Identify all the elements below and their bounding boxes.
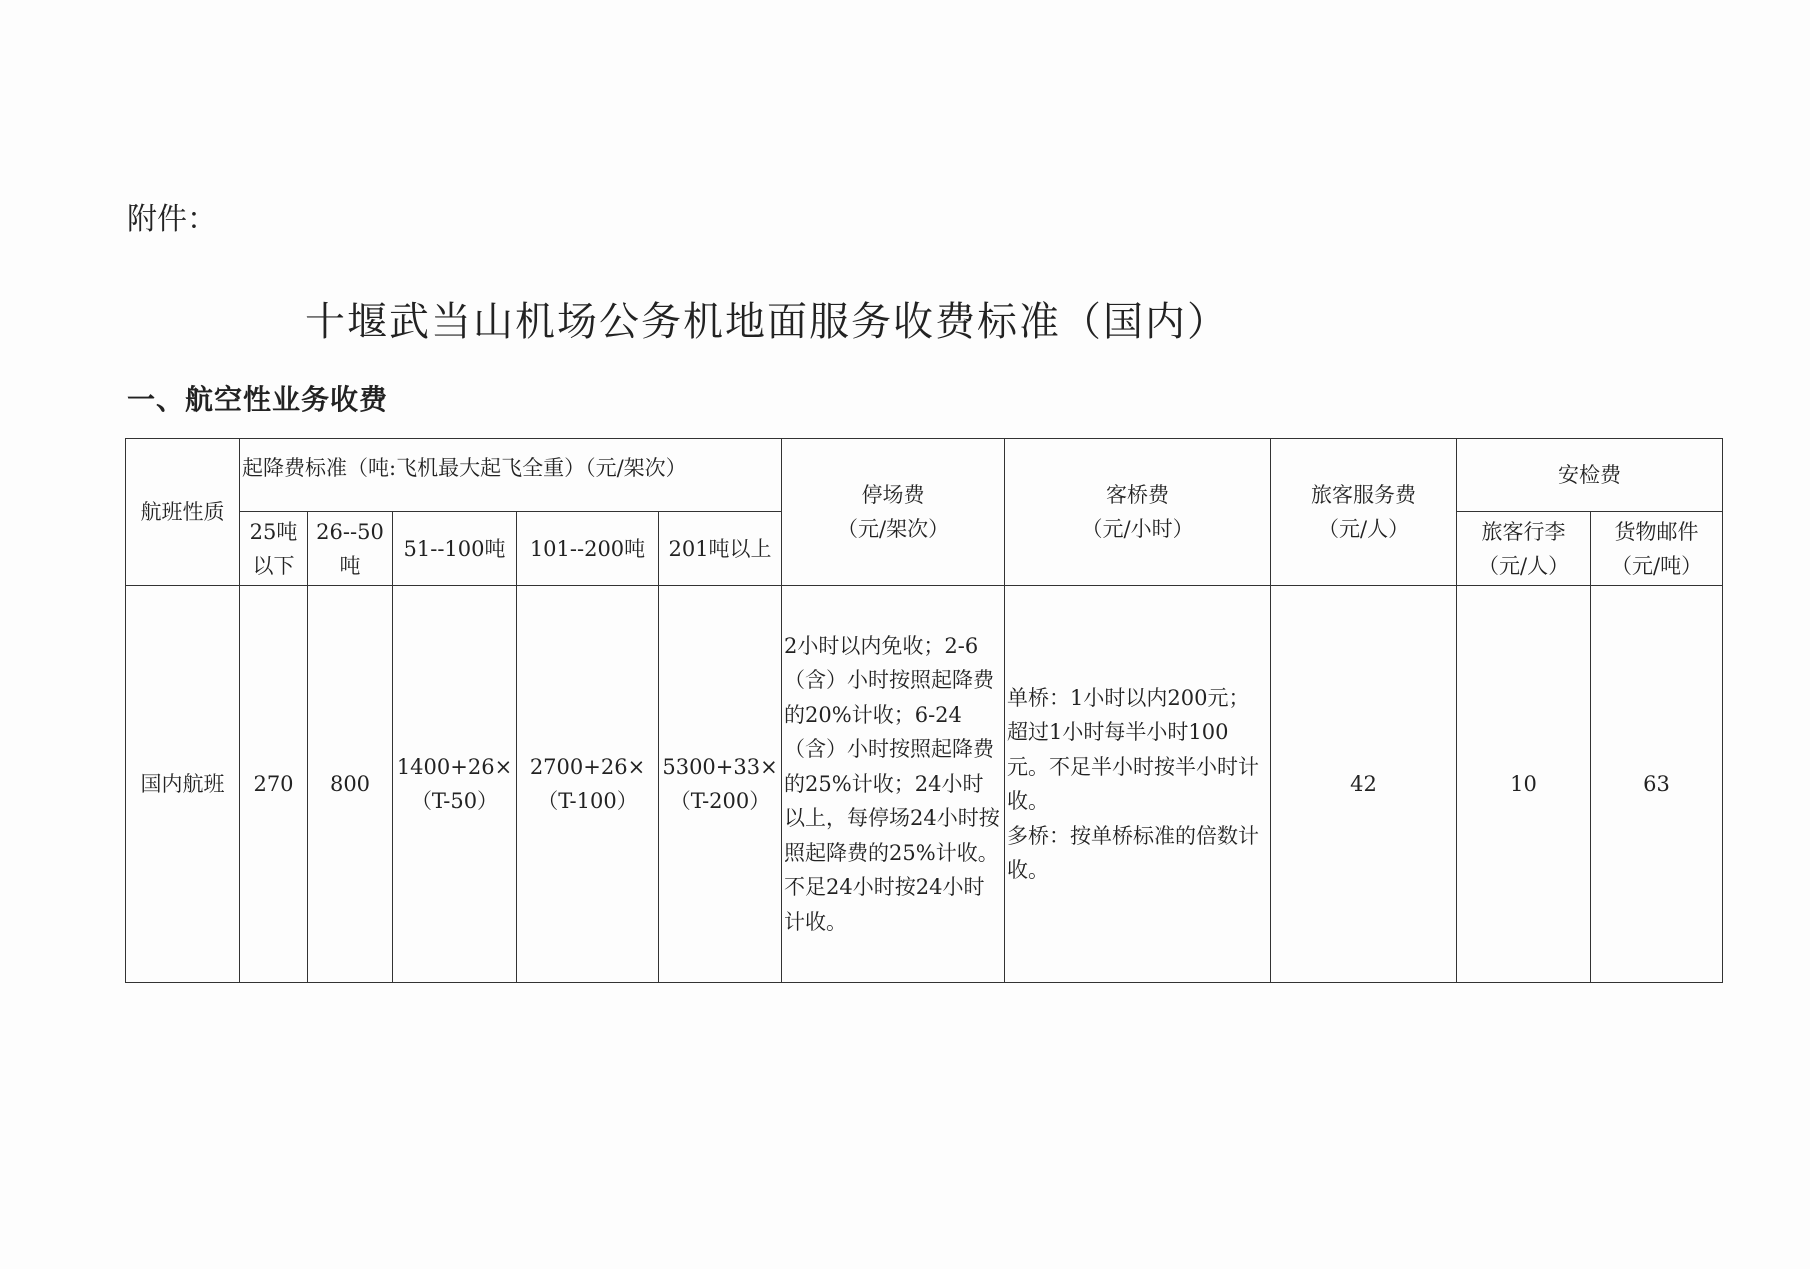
bridge-multi: 多桥：按单桥标准的倍数计收。 [1007,823,1260,882]
passenger-label: 旅客服务费 [1311,483,1417,507]
header-bridge-fee [1005,439,1271,586]
security-sub-header [1591,512,1723,586]
security-sub-header [1457,512,1591,586]
cell-parking: 2小时以内免收；2-6（含）小时按照起降费的20%计收；6-24（含）小时按照起降费的25%计收；24小时以上，每停场24小时按照起降费的25%计收。不足24小时按24小时计收。 [782,586,1005,983]
document-title: 十堰武当山机场公务机地面服务收费标准（国内） [305,299,1229,345]
parking-label: 停场费 [861,483,925,507]
cell-landing: 800 [308,586,393,983]
bridge-single: 单桥：1小时以内200元；超过1小时每半小时100元。不足半小时按半小时计收。 [1007,685,1260,813]
cell-landing: 5300+33×（T-200） [659,586,782,983]
tier-header: 26--50吨 [308,512,393,586]
header-landing-fee: 起降费标准（吨:飞机最大起飞全重）（元/架次） [240,439,782,512]
bridge-unit: （元/小时） [1081,517,1194,541]
cell-flight-type: 国内航班 [126,586,240,983]
cargo-label: 货物邮件 [1614,519,1699,544]
fee-table [125,438,1723,983]
cell-landing: 1400+26×（T-50） [393,586,517,983]
cell-bridge [1005,586,1271,983]
baggage-label: 旅客行李 [1481,519,1566,544]
tier-header: 101--200吨 [517,512,659,586]
baggage-unit: （元/人） [1478,553,1570,578]
header-parking-fee [782,439,1005,586]
cell-security-baggage: 10 [1457,586,1591,983]
header-passenger-fee [1271,439,1457,586]
cargo-unit: （元/吨） [1611,553,1703,578]
header-security-fee: 安检费 [1457,439,1723,512]
tier-header: 51--100吨 [393,512,517,586]
table-row [126,586,1723,983]
cell-passenger: 42 [1271,586,1457,983]
header-flight-type: 航班性质 [126,439,240,586]
bridge-label: 客桥费 [1106,483,1170,507]
cell-landing: 270 [240,586,308,983]
parking-unit: （元/架次） [837,517,950,541]
tier-header: 201吨以上 [659,512,782,586]
section-heading: 一、航空性业务收费 [127,383,389,416]
cell-security-cargo: 63 [1591,586,1723,983]
tier-header: 25吨以下 [240,512,308,586]
attachment-label: 附件： [127,202,217,237]
cell-landing: 2700+26×（T-100） [517,586,659,983]
passenger-unit: （元/人） [1318,517,1410,541]
